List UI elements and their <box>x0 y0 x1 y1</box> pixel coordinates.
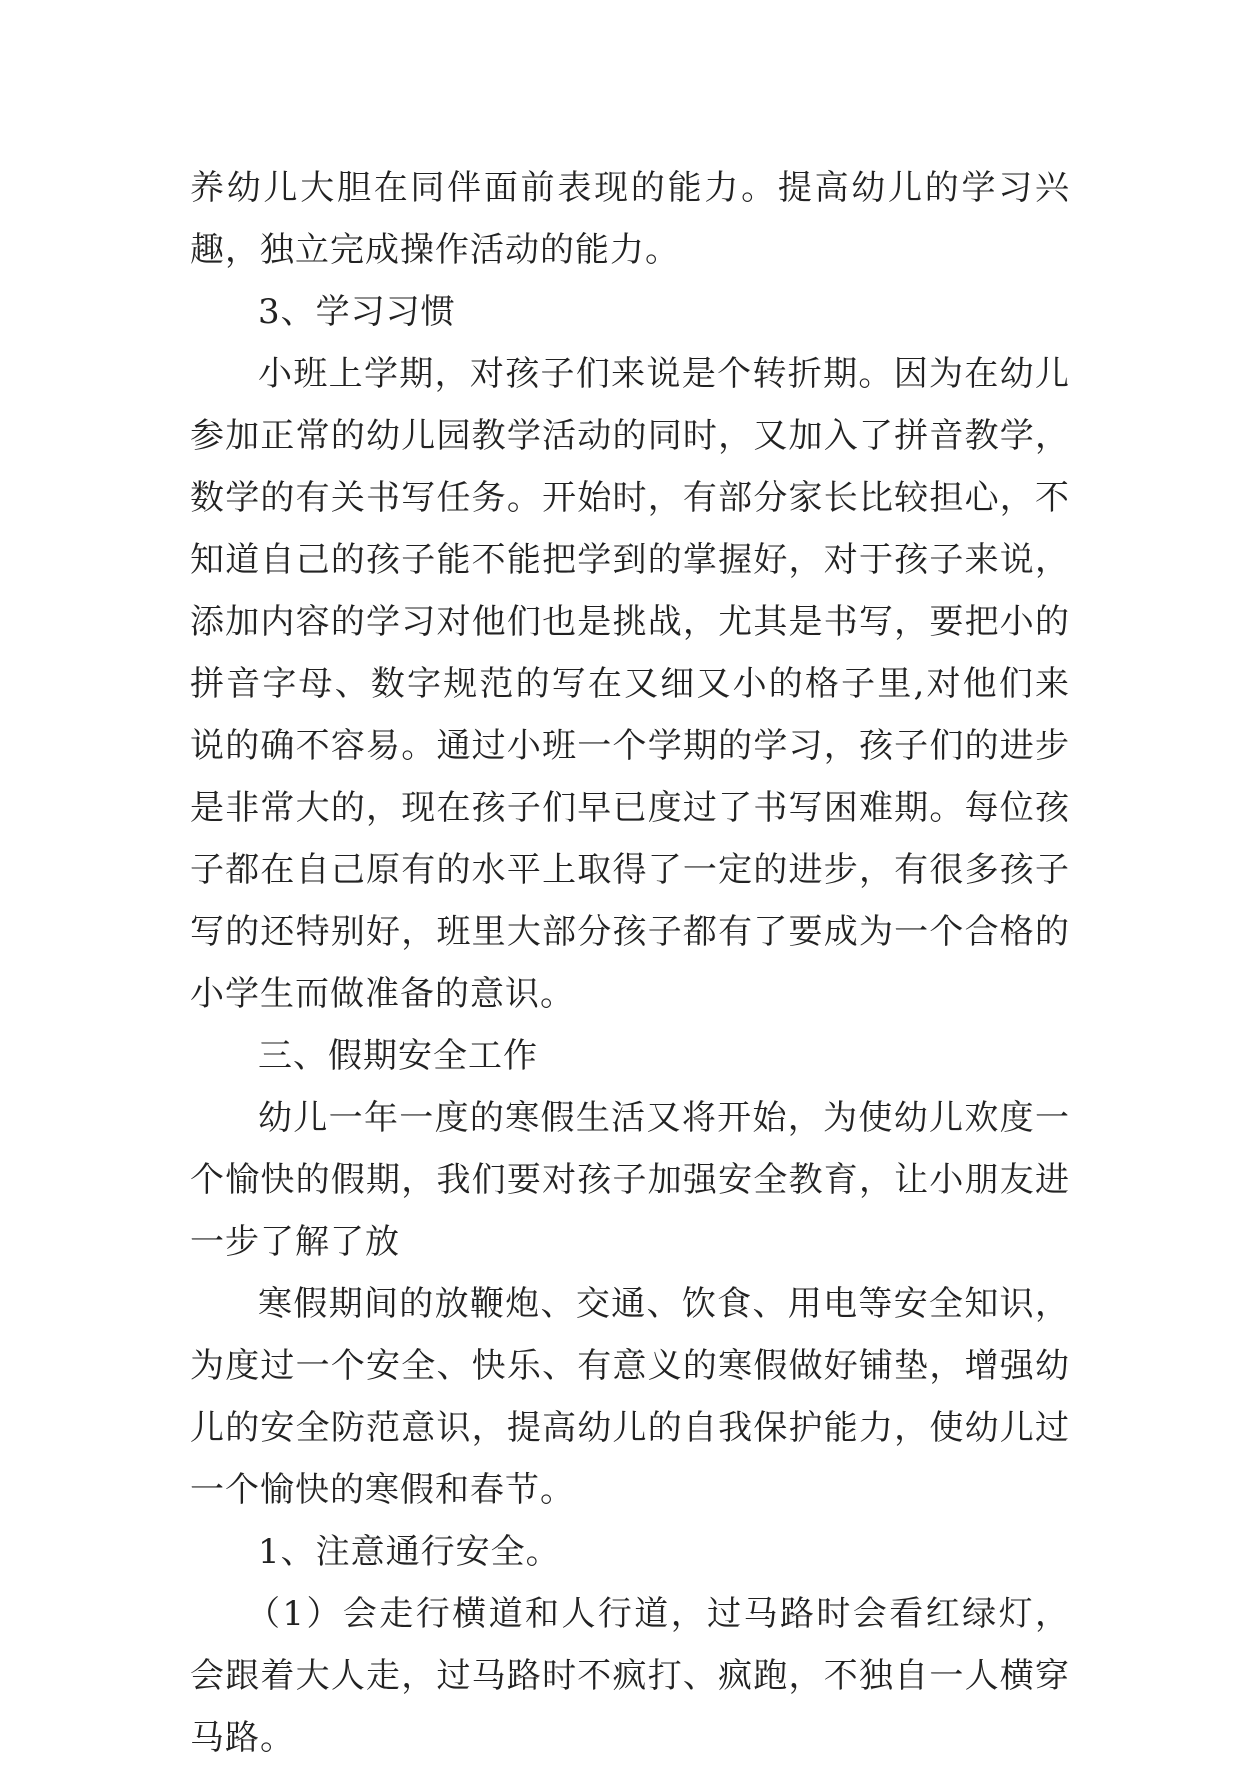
document-body <box>190 157 1070 1769</box>
heading-holiday-safety: 三、假期安全工作 <box>258 1036 538 1076</box>
heading-traffic-safety: 1、注意通行安全。 <box>258 1532 561 1572</box>
paragraph-continuation: 养幼儿大胆在同伴面前表现的能力。提高幼儿的学习兴趣，独立完成操作活动的能力。 <box>190 168 1070 270</box>
heading-study-habits: 3、学习习惯 <box>258 292 456 332</box>
paragraph-holiday-intro: 幼儿一年一度的寒假生活又将开始，为使幼儿欢度一个愉快的假期，我们要对孩子加强安全教育，让小朋友进一步了解了放 <box>190 1098 1070 1262</box>
paragraph-study-habits: 小班上学期，对孩子们来说是个转折期。因为在幼儿参加正常的幼儿园教学活动的同时，又加入了拼音教学，数学的有关书写任务。开始时，有部分家长比较担心，不知道自己的孩子能不能把学到的掌握好，对于孩子来说，添加内容的学习对他们也是挑战，尤其是书写，要把小的拼音字母、数字规范的写在又细又小的格子里,对他们来说的确不容易。通过小班一个学期的学习，孩子们的进步是非常大的，现在孩子们早已度过了书写困难期。每位孩子都在自己原有的水平上取得了一定的进步，有很多孩子写的还特别好，班里大部分孩子都有了要成为一个合格的小学生而做准备的意识。 <box>190 354 1070 1014</box>
paragraph-safety-knowledge: 寒假期间的放鞭炮、交通、饮食、用电等安全知识，为度过一个安全、快乐、有意义的寒假做好铺垫，增强幼儿的安全防范意识，提高幼儿的自我保护能力，使幼儿过一个愉快的寒假和春节。 <box>190 1284 1070 1510</box>
paragraph-crosswalk-rule: （1）会走行横道和人行道，过马路时会看红绿灯，会跟着大人走，过马路时不疯打、疯跑，不独自一人横穿马路。 <box>190 1594 1070 1758</box>
